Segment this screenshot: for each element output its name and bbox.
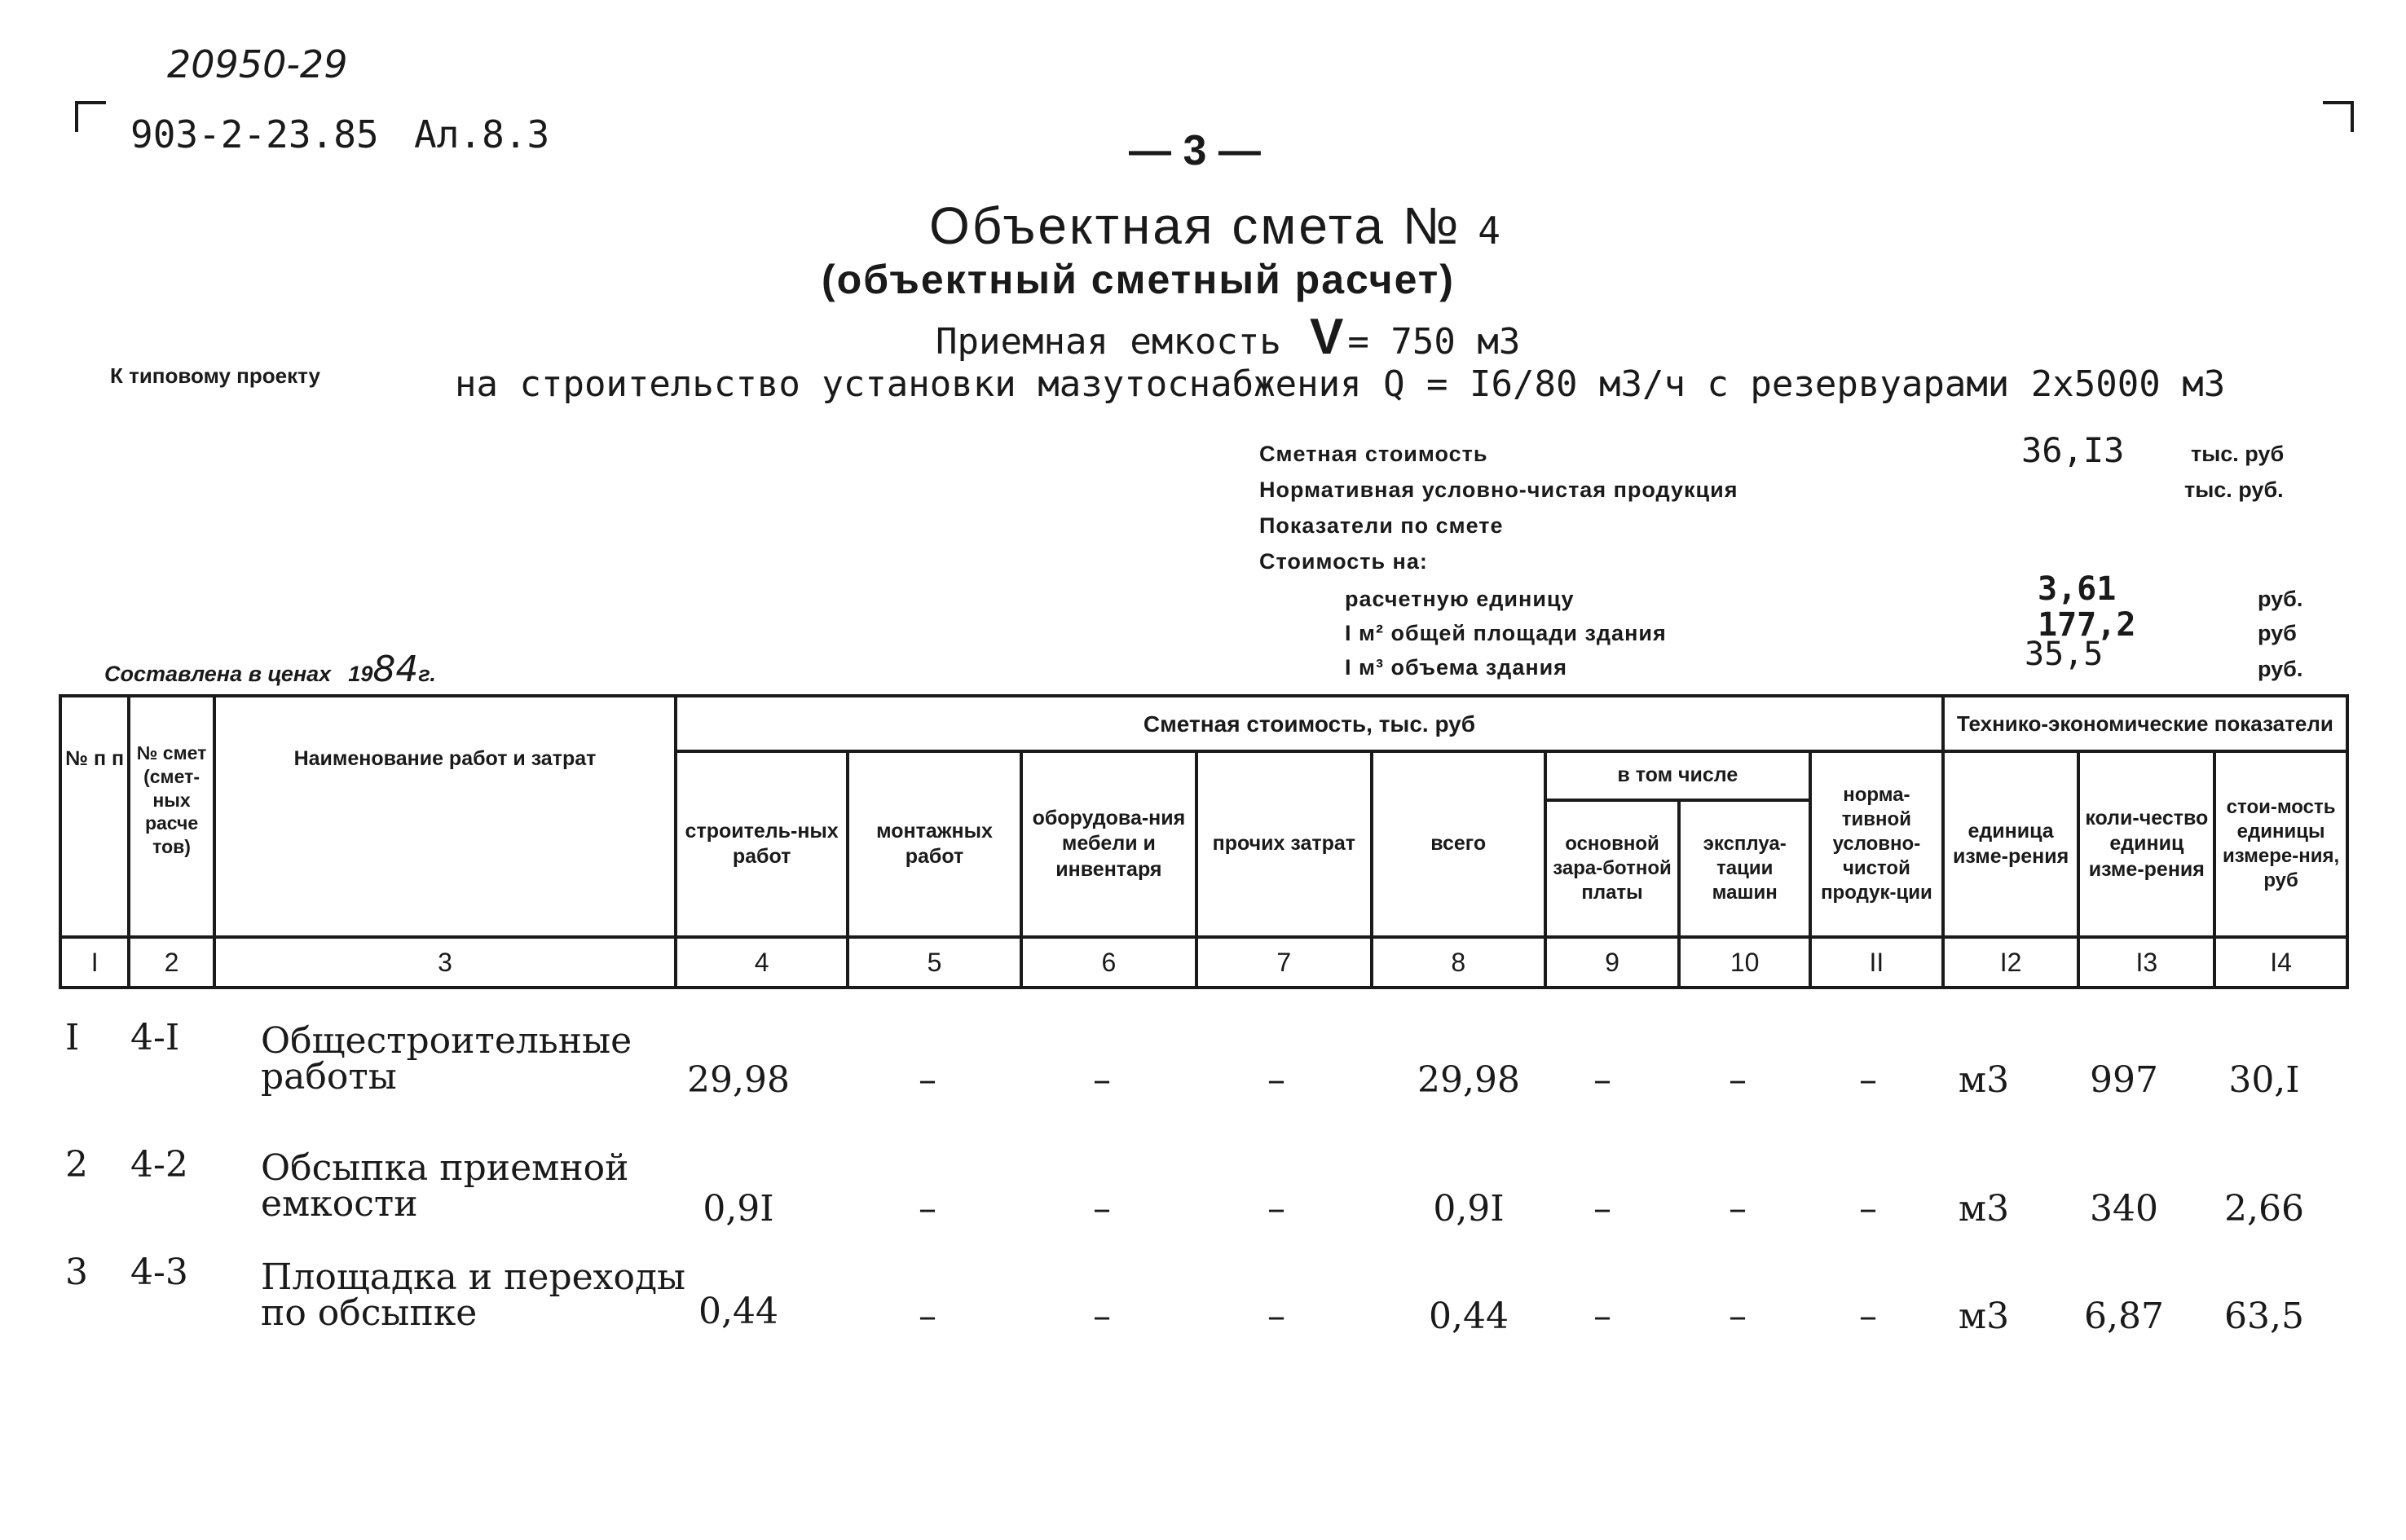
summary-net-product-unit: тыс. руб.: [2184, 477, 2284, 502]
column-number: 6: [1021, 937, 1196, 988]
header-col-wages: основной зара-ботной платы: [1545, 800, 1680, 937]
row-num: I: [65, 1017, 80, 1058]
header-group-tech: Технико-экономические показатели: [1943, 696, 2347, 751]
row-construction: 29,98: [687, 1059, 790, 1101]
row-name-line1: Площадка и переходы: [261, 1256, 686, 1298]
row-construction: 0,44: [698, 1291, 778, 1332]
summary-cost-unit: тыс. руб: [2191, 442, 2285, 466]
header-col-norm: норма-тивной условно-чистой продук-ции: [1810, 751, 1943, 937]
row-installation: –: [919, 1059, 936, 1101]
row-name-line1: Общестроительные: [261, 1020, 632, 1062]
row-wages: –: [1593, 1296, 1611, 1337]
row-wages: –: [1593, 1188, 1611, 1230]
row-other: –: [1267, 1296, 1285, 1337]
corner-mark-left: [75, 101, 106, 132]
header-col-other: прочих затрат: [1196, 751, 1372, 937]
title-text: Объектная смета №: [929, 196, 1461, 255]
object-volume: = 750 м3: [1347, 321, 1521, 363]
summary-cost-value: 36,I3: [2021, 430, 2125, 470]
column-number: 3: [214, 937, 676, 988]
row-unit: м3: [1958, 1188, 2010, 1230]
column-number: 2: [129, 937, 214, 988]
estimate-table-header: [59, 694, 2349, 989]
row-qty: 997: [2090, 1059, 2158, 1101]
prices-year: 84: [372, 649, 419, 690]
row-norm: –: [1859, 1059, 1877, 1101]
row-machines: –: [1729, 1296, 1747, 1337]
row-name-line2: емкости: [261, 1183, 418, 1225]
object-name: Приемная емкость: [936, 321, 1281, 363]
row-wages: –: [1593, 1059, 1611, 1101]
row-equipment: –: [1093, 1188, 1111, 1230]
column-number: 9: [1545, 937, 1680, 988]
summary-unit-unit: руб.: [2258, 587, 2303, 611]
row-total: 0,9I: [1433, 1188, 1505, 1230]
summary-area-label: I м² общей площади здания: [1345, 621, 1667, 645]
header-group-including: в том числе: [1545, 751, 1810, 800]
summary-net-product-label: Нормативная условно-чистая продукция: [1259, 477, 1738, 502]
header-col-qty: коли-чество единиц изме-рения: [2078, 751, 2214, 937]
header-col-construction: строитель-ных работ: [676, 751, 848, 937]
column-number: 10: [1679, 937, 1810, 988]
summary-indicators-label: Показатели по смете: [1259, 513, 1504, 538]
prices-year-suffix: г.: [418, 662, 436, 686]
row-norm: –: [1859, 1296, 1877, 1337]
row-construction: 0,9I: [703, 1188, 774, 1230]
summary-cost-label: Сметная стоимость: [1259, 442, 1488, 466]
row-name-line2: работы: [261, 1056, 397, 1098]
doc-code: 903-2-23.85: [130, 112, 379, 156]
row-equipment: –: [1093, 1296, 1111, 1337]
row-estimate: 4-I: [130, 1017, 180, 1058]
header-col-estimate: № смет (смет-ных расче тов): [129, 696, 214, 937]
row-other: –: [1267, 1188, 1285, 1230]
row-name-line1: Обсыпка приемной: [261, 1147, 629, 1189]
column-number: I2: [1943, 937, 2079, 988]
header-col-unit: единица изме-рения: [1943, 751, 2079, 937]
row-unit: м3: [1958, 1296, 2010, 1337]
column-number: II: [1810, 937, 1943, 988]
column-number: 4: [676, 937, 848, 988]
row-name-line2: по обсыпке: [261, 1292, 478, 1334]
row-equipment: –: [1093, 1059, 1111, 1101]
row-unit: м3: [1958, 1059, 2010, 1101]
column-number-row: [60, 937, 2347, 988]
header-col-total: всего: [1372, 751, 1545, 937]
row-num: 3: [65, 1252, 88, 1293]
header-col-machines: эксплуа-тации машин: [1679, 800, 1810, 937]
column-number: I4: [2214, 937, 2347, 988]
summary-area-unit: руб: [2258, 621, 2297, 645]
page-title: [929, 196, 1503, 256]
summary-unit-value: 3,61: [2038, 570, 2117, 608]
column-number: 8: [1372, 937, 1545, 988]
project-description: на строительство установки мазутоснабжения Q = I6/80 м3/ч с резервуарами 2х5000 м3: [455, 363, 2226, 405]
header-col-num: № п п: [60, 696, 129, 937]
row-total: 0,44: [1429, 1296, 1509, 1337]
header-col-unit-cost: стои-мость единицы измере-ния, руб: [2214, 751, 2347, 937]
row-estimate: 4-3: [130, 1252, 188, 1293]
column-number: I3: [2078, 937, 2214, 988]
row-estimate: 4-2: [130, 1144, 188, 1186]
page-subtitle: (объектный сметный расчет): [822, 257, 1455, 302]
column-number: 5: [848, 937, 1021, 988]
handwritten-number: 20950-29: [167, 42, 348, 86]
summary-cost-per-label: Стоимость на:: [1259, 549, 1428, 574]
prices-line: [104, 649, 436, 690]
volume-symbol: V: [1309, 309, 1344, 365]
row-num: 2: [65, 1144, 88, 1186]
row-norm: –: [1859, 1188, 1877, 1230]
project-label: К типовому проекту: [110, 363, 320, 388]
row-unit-cost: 30,I: [2228, 1059, 2300, 1101]
summary-area-value: 177,2: [2038, 606, 2136, 644]
summary-volume-label: I м³ объема здания: [1345, 655, 1567, 680]
page-number: — 3 —: [1129, 127, 1261, 174]
header-col-installation: монтажных работ: [848, 751, 1021, 937]
summary-unit-label: расчетную единицу: [1345, 587, 1575, 611]
row-installation: –: [919, 1296, 936, 1337]
row-other: –: [1267, 1059, 1285, 1101]
header-group-cost: Сметная стоимость, тыс. руб: [676, 696, 1943, 751]
row-qty: 6,87: [2084, 1296, 2164, 1337]
prices-year-prefix: 19: [348, 662, 373, 686]
header-col-name: Наименование работ и затрат: [214, 696, 676, 937]
row-machines: –: [1729, 1188, 1747, 1230]
row-machines: –: [1729, 1059, 1747, 1101]
header-col-equipment: оборудова-ния мебели и инвентаря: [1021, 751, 1196, 937]
title-number: 4: [1478, 209, 1503, 253]
object-line: [936, 308, 1520, 366]
album-code: Ал.8.3: [414, 112, 550, 156]
row-unit-cost: 2,66: [2224, 1188, 2304, 1230]
column-number: 7: [1196, 937, 1372, 988]
summary-volume-unit: руб.: [2258, 657, 2303, 681]
row-qty: 340: [2090, 1188, 2158, 1230]
corner-mark-right: [2323, 101, 2354, 132]
row-installation: –: [919, 1188, 936, 1230]
summary-volume-value: 35,5: [2025, 636, 2104, 673]
column-number: I: [60, 937, 129, 988]
prices-label: Составлена в ценах: [104, 662, 332, 686]
row-unit-cost: 63,5: [2224, 1296, 2304, 1337]
row-total: 29,98: [1417, 1059, 1520, 1101]
